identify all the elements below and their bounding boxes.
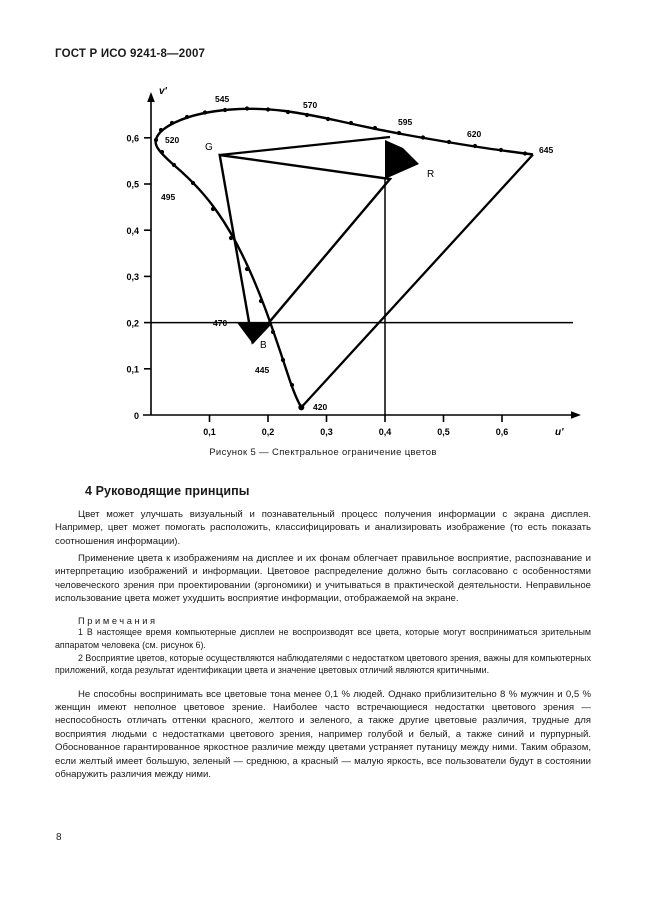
wavelength-label-495: 495: [161, 192, 176, 202]
paragraph-2: Применение цвета к изображениям на дисплее и их фонам облегчает правильное восприятие, распознавание и интерпретацию изображений и информации. Цветовое распределение должно быть согласовано с особенностями человеческого зрения при проектировании (эргономики) и учитываться в практической деятельности. Неправильное использование цвета может ухудшить восприятие информации, отображаемой на экране.: [55, 553, 591, 605]
chromaticity-diagram-svg: [55, 78, 591, 443]
y-tick-label-0-6: 0,6: [126, 133, 139, 144]
figure-caption: Рисунок 5 — Спектральное ограничение цветов: [209, 447, 437, 458]
x-tick-label-0-2: 0,2: [261, 427, 275, 437]
wavelength-label-545: 545: [215, 94, 230, 104]
wavelength-label-520: 520: [165, 135, 180, 145]
x-tick-label-0-6: 0,6: [495, 427, 509, 437]
y-tick-label-0-1: 0,1: [126, 364, 139, 375]
x-axis-ticks: [203, 415, 508, 437]
note-1: 1 В настоящее время компьютерные дисплеи не воспроизводят все цвета, которые могут восприниматься зрительным аппаратом человека (см. рисунок 6).: [55, 627, 591, 650]
y-tick-label-0-4: 0,4: [126, 225, 139, 236]
page-number: 8: [56, 832, 62, 843]
y-axis-ticks: [126, 134, 151, 422]
wavelength-label-420: 420: [313, 402, 328, 412]
display-gamut-triangle: [220, 137, 390, 342]
wavelength-label-470: 470: [213, 318, 228, 328]
y-tick-label-0: 0: [133, 411, 139, 421]
body-text-flow: [55, 508, 591, 781]
wavelength-label-620: 620: [467, 129, 482, 139]
wavelength-labels: [161, 94, 553, 412]
document-header-standard-number: ГОСТ Р ИСО 9241-8—2007: [55, 48, 206, 60]
y-tick-label-0-5: 0,5: [126, 179, 139, 190]
x-tick-label-0-5: 0,5: [437, 427, 450, 437]
x-tick-label-0-3: 0,3: [320, 427, 333, 437]
figure-5: [55, 78, 591, 458]
gamut-vertex-label-r: R: [427, 169, 435, 180]
paragraph-spacer-2: [55, 677, 591, 688]
y-axis-title: v': [159, 86, 167, 97]
y-tick-label-0-3: 0,3: [126, 272, 139, 283]
gamut-vertex-label-g: G: [205, 142, 213, 153]
wavelength-label-595: 595: [398, 117, 413, 127]
note-2: 2 Восприятие цветов, которые осуществляются наблюдателями с недостатком цветового зрения, важны для компьютерных приложений, когда результат идентификации цвета и значение цветовых отличий являются критичными.: [55, 652, 591, 676]
notes-title: Примечания: [78, 616, 158, 627]
notes-spacer: [55, 605, 591, 616]
wavelength-label-645: 645: [539, 145, 554, 155]
spectral-locus: [156, 109, 533, 408]
figure-5-canvas: [55, 78, 591, 443]
y-tick-label-0-2: 0,2: [126, 318, 139, 329]
section-heading-4: 4 Руководящие принципы: [85, 484, 250, 498]
x-tick-label-0-1: 0,1: [203, 427, 216, 437]
gamut-vertex-label-b: B: [260, 340, 267, 351]
paragraph-1: Цвет может улучшать визуальный и познавательный процесс получения информации с экрана дисплея. Например, цвет может помогать расположить, классифицировать и анализировать изображение (то есть показать соотношения информации).: [55, 509, 591, 547]
wavelength-label-570: 570: [303, 100, 318, 110]
wavelength-label-445: 445: [255, 365, 270, 375]
x-axis-title: u': [555, 427, 564, 438]
reference-lines: [151, 179, 573, 415]
paragraph-3: Не способны воспринимать все цветовые тона менее 0,1 % людей. Однако приблизительно 8 % мужчин и 0,5 % женщин имеют неполное цветовое зрение. Наиболее часто встречающиеся недостатки цветового зрения — неспособность отличать оттенки красного, желтого и зеленого, а также другие цветовые различия, трудные для восприятия людьми с недостатками цветового зрения, например голубой и белый, а также синий и пурпурный. Обоснованное гарантированное яркостное различие между цветами устраняет путаницу между ними. Таким образом, если желтый имеет большую, зеленый — среднюю, а красный — малую яркость, все пользователи будут в состоянии обнаружить различия между ними.: [55, 688, 591, 780]
x-tick-label-0-4: 0,4: [378, 427, 392, 437]
